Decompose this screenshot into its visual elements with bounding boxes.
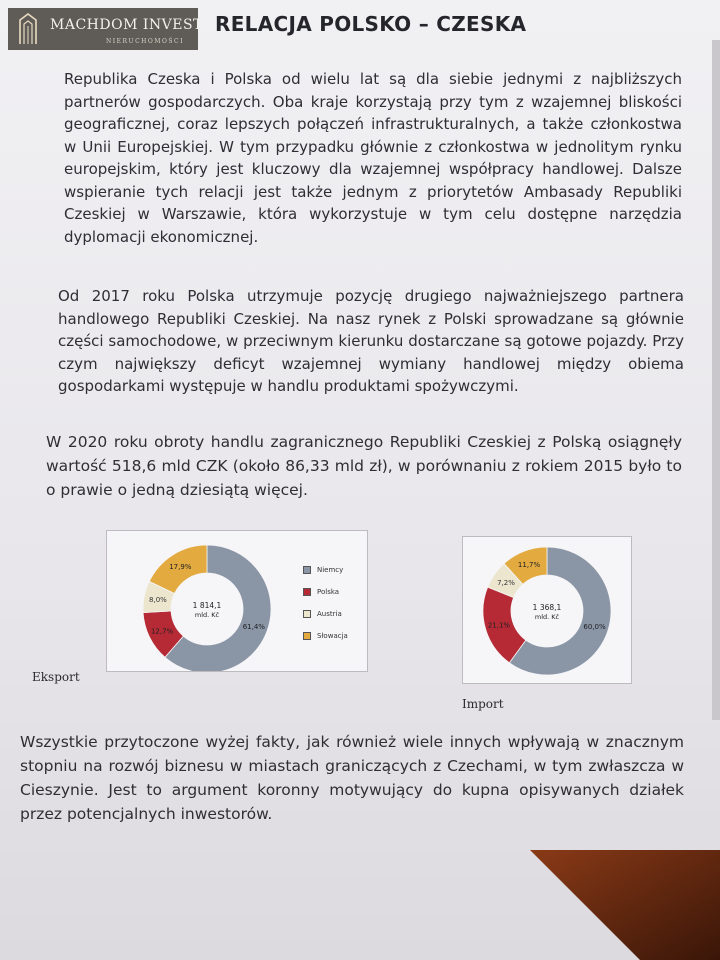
legend-swatch-slowacja <box>303 632 311 640</box>
paragraph-trade-partner: Od 2017 roku Polska utrzymuje pozycję drugiego najważniejszego partnera handlowego Republiki Czeskiej. Na nasz rynek z Polski sprowadzane są głównie części samochodowe, w przeciwnym kierunku dostarczane są gotowe pojazdy. Przy czym największy deficyt wzajemnej wymiany handlowej między obiema gospodarkami występuje w handlu produktami spożywczymi. <box>58 287 684 395</box>
legend-label-austria: Austria <box>317 610 342 618</box>
legend-item-slowacja <box>303 625 348 647</box>
export-center-value: 1 814,1 <box>192 601 222 610</box>
import-chart <box>462 536 632 684</box>
legend-swatch-niemcy <box>303 566 311 574</box>
company-logo <box>8 8 203 50</box>
building-logo-icon <box>16 12 40 46</box>
legend-swatch-polska <box>303 588 311 596</box>
export-label-austria: 8,0% <box>149 595 167 604</box>
paragraph-intro: Republika Czeska i Polska od wielu lat są dla siebie jednymi z najbliższych partnerów gospodarczych. Oba kraje korzystają przy tym z wzajemnej bliskości geograficznej, coraz lepszych połączeń infrastrukturalnych, a także członkostwa w Unii Europejskiej. W tym przypadku głównie z członkostwa w jednolitym rynku europejskim, który jest kluczowy dla wzajemnej współpracy handlowej. Dalsze wspieranie tych relacji jest także jednym z priorytetów Ambasady Republiki Czeskiej w Warszawie, która wykorzystuje w tym celu dostępne narzędzia dyplomacji ekonomicznej. <box>64 70 682 246</box>
export-legend <box>303 559 348 647</box>
import-caption: Import <box>462 697 504 711</box>
import-label-slowacja: 11,7% <box>517 560 541 569</box>
export-label-niemcy: 61,4% <box>242 623 265 632</box>
import-label-niemcy: 60,0% <box>583 622 606 631</box>
import-label-polska: 21,1% <box>487 621 511 630</box>
page-title: RELACJA POLSKO – CZESKA <box>215 12 527 36</box>
legend-item-austria <box>303 603 348 625</box>
import-center-value: 1 368,1 <box>532 603 562 612</box>
import-donut-chart <box>463 537 631 683</box>
legend-label-slowacja: Słowacja <box>317 632 348 640</box>
import-label-austria: 7,2% <box>497 578 515 587</box>
export-chart <box>106 530 368 672</box>
export-center-unit: mld. Kč <box>194 611 220 619</box>
legend-swatch-austria <box>303 610 311 618</box>
legend-item-polska <box>303 581 348 603</box>
export-label-slowacja: 17,9% <box>169 563 192 572</box>
page-edge-shadow <box>712 40 720 720</box>
legend-item-niemcy <box>303 559 348 581</box>
logo-subtitle: NIERUCHOMOŚCI <box>106 38 184 45</box>
legend-label-niemcy: Niemcy <box>317 566 344 574</box>
paragraph-conclusion: Wszystkie przytoczone wyżej fakty, jak również wiele innych wpływają w znacznym stopniu na rozwój biznesu w miastach graniczących z Czechami, w tym zwłaszcza w Cieszynie. Jest to argument koronny motywujący do kupna opisywanych działek przez potencjalnych inwestorów. <box>20 733 684 823</box>
export-label-polska: 12,7% <box>150 627 174 636</box>
export-caption: Eksport <box>32 670 80 684</box>
paragraph-trade-value: W 2020 roku obroty handlu zagranicznego Republiki Czeskiej z Polską osiągnęły wartość 518,6 mld CZK (około 86,33 mld zł), w porównaniu z rokiem 2015 było to o prawie o jedną dziesiątą więcej. <box>46 433 682 499</box>
logo-name: MACHDOM INVEST <box>50 17 203 33</box>
corner-decoration <box>530 850 720 960</box>
legend-label-polska: Polska <box>317 588 340 596</box>
import-center-unit: mld. Kč <box>534 613 560 621</box>
